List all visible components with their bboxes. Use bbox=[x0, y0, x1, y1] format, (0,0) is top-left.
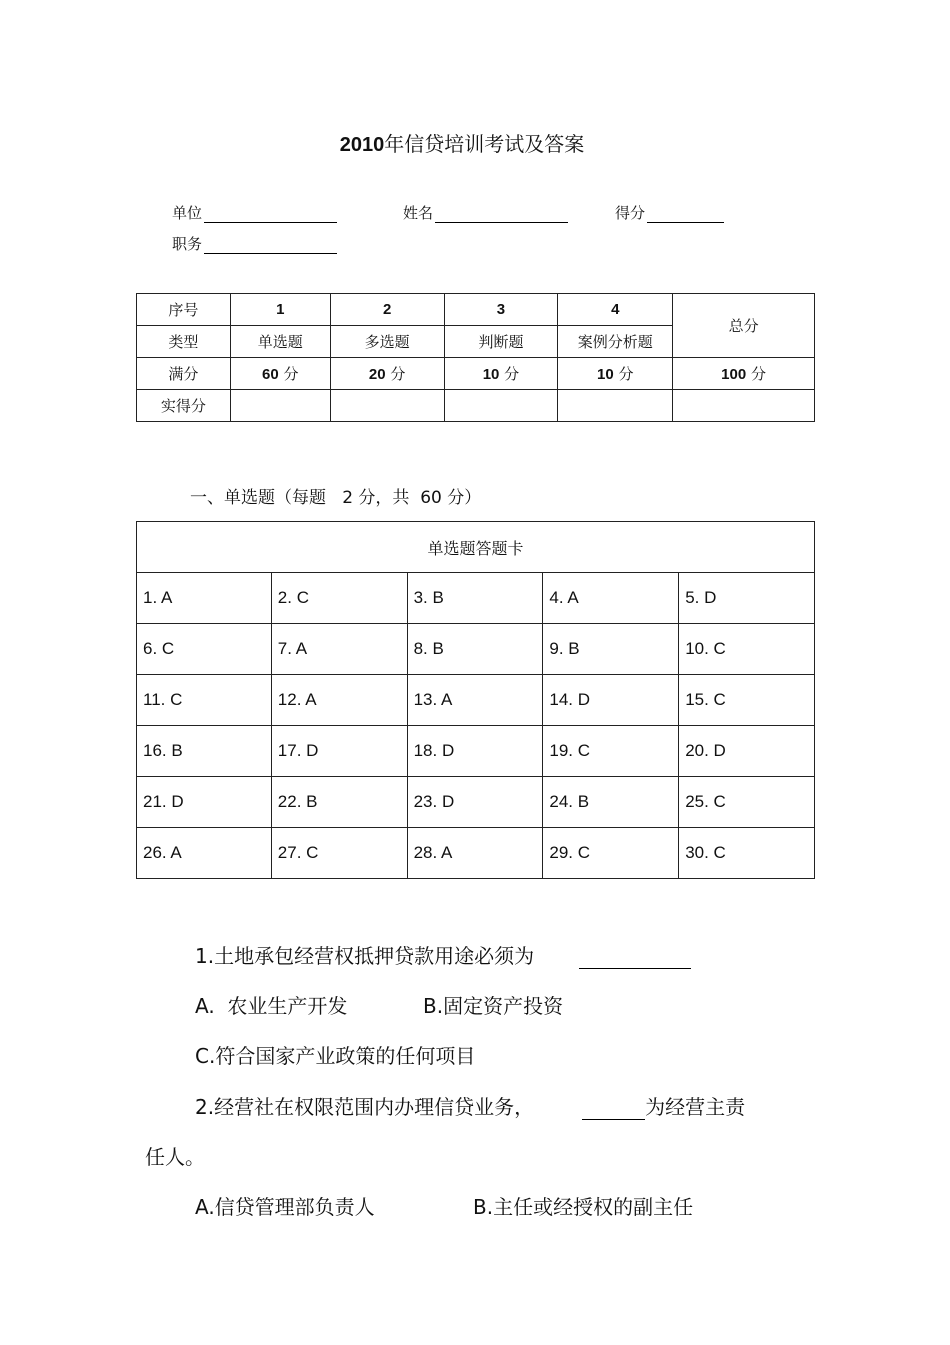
full-marks-4 bbox=[558, 358, 673, 390]
full-marks-3-value: 10 bbox=[482, 366, 500, 383]
answer-cell: 1. A bbox=[137, 573, 272, 624]
question-2-blank[interactable] bbox=[582, 1097, 645, 1120]
full-marks-4-value: 10 bbox=[597, 366, 614, 383]
question-2 bbox=[195, 1091, 745, 1120]
question-2-option-a: A.信贷管理部负责人 bbox=[195, 1195, 375, 1219]
answer-cell: 2. C bbox=[271, 573, 407, 624]
answer-cell: 8. B bbox=[407, 624, 543, 675]
answer-cell: 24. B bbox=[543, 777, 679, 828]
answer-cell: 30. C bbox=[679, 828, 815, 879]
answer-cell: 12. A bbox=[271, 675, 407, 726]
answer-cell: 16. B bbox=[137, 726, 272, 777]
question-1-stem: 1.土地承包经营权抵押贷款用途必须为 bbox=[195, 944, 535, 968]
type-2: 多选题 bbox=[330, 326, 444, 358]
row-label-number: 序号 bbox=[137, 294, 231, 326]
title-year: 2010 bbox=[339, 134, 385, 156]
table-row bbox=[137, 675, 815, 726]
row-label-type: 类型 bbox=[137, 326, 231, 358]
answer-cell: 3. B bbox=[407, 573, 543, 624]
full-marks-2-value: 20 bbox=[368, 366, 386, 383]
full-marks-2 bbox=[330, 358, 444, 390]
score-row-number bbox=[137, 294, 815, 326]
answer-cell: 28. A bbox=[407, 828, 543, 879]
type-4: 案例分析题 bbox=[558, 326, 673, 358]
answer-cell: 26. A bbox=[137, 828, 272, 879]
table-row bbox=[137, 624, 815, 675]
position-label: 职务 bbox=[172, 235, 203, 253]
answer-card-header-row bbox=[137, 522, 815, 573]
table-row bbox=[137, 777, 815, 828]
name-label: 姓名 bbox=[403, 204, 434, 222]
actual-score-1[interactable] bbox=[230, 390, 330, 422]
full-marks-1-unit: 分 bbox=[283, 365, 299, 383]
score-field[interactable] bbox=[615, 202, 724, 223]
full-marks-1 bbox=[230, 358, 330, 390]
col-number-4: 4 bbox=[558, 294, 673, 326]
question-2-stem-part2: 为经营主责 bbox=[645, 1095, 746, 1119]
row-label-actual: 实得分 bbox=[137, 390, 231, 422]
unit-blank[interactable] bbox=[204, 204, 337, 223]
total-label: 总分 bbox=[673, 294, 815, 358]
answer-cell: 10. C bbox=[679, 624, 815, 675]
row-label-full-marks: 满分 bbox=[137, 358, 231, 390]
full-marks-2-unit: 分 bbox=[390, 365, 406, 383]
answer-cell: 19. C bbox=[543, 726, 679, 777]
question-1-option-c: C.符合国家产业政策的任何项目 bbox=[195, 1044, 476, 1068]
answer-cell: 15. C bbox=[679, 675, 815, 726]
answer-cell: 6. C bbox=[137, 624, 272, 675]
question-2-stem-part1: 2.经营社在权限范围内办理信贷业务， bbox=[195, 1095, 535, 1119]
question-1 bbox=[195, 940, 691, 969]
question-1-option-a: A. 农业生产开发 bbox=[195, 994, 348, 1018]
score-row-actual bbox=[137, 390, 815, 422]
total-marks-value: 100 bbox=[721, 366, 747, 383]
answer-cell: 25. C bbox=[679, 777, 815, 828]
col-number-1: 1 bbox=[230, 294, 330, 326]
answer-cell: 23. D bbox=[407, 777, 543, 828]
section-heading: 一、单选题（每题 2 分，共 60 分） bbox=[190, 488, 482, 508]
table-row bbox=[137, 828, 815, 879]
name-blank[interactable] bbox=[435, 204, 568, 223]
unit-field[interactable] bbox=[172, 202, 337, 223]
full-marks-1-value: 60 bbox=[262, 366, 279, 383]
answer-card bbox=[136, 521, 815, 879]
table-row bbox=[137, 726, 815, 777]
answer-cell: 4. A bbox=[543, 573, 679, 624]
actual-score-2[interactable] bbox=[330, 390, 444, 422]
position-field[interactable] bbox=[172, 233, 337, 254]
answer-cell: 5. D bbox=[679, 573, 815, 624]
full-marks-3-unit: 分 bbox=[504, 365, 520, 383]
actual-score-4[interactable] bbox=[558, 390, 673, 422]
actual-score-3[interactable] bbox=[444, 390, 558, 422]
col-number-3: 3 bbox=[444, 294, 558, 326]
answer-cell: 18. D bbox=[407, 726, 543, 777]
type-3: 判断题 bbox=[444, 326, 558, 358]
question-1-blank[interactable] bbox=[579, 946, 691, 969]
page-title bbox=[0, 128, 924, 157]
total-marks bbox=[673, 358, 815, 390]
answer-card-title: 单选题答题卡 bbox=[137, 522, 815, 573]
answer-cell: 17. D bbox=[271, 726, 407, 777]
answer-cell: 21. D bbox=[137, 777, 272, 828]
answer-cell: 11. C bbox=[137, 675, 272, 726]
unit-label: 单位 bbox=[172, 204, 203, 222]
answer-cell: 14. D bbox=[543, 675, 679, 726]
question-2-stem-cont: 任人。 bbox=[145, 1145, 205, 1169]
total-marks-unit: 分 bbox=[750, 365, 766, 383]
answer-cell: 7. A bbox=[271, 624, 407, 675]
table-row bbox=[137, 573, 815, 624]
title-text: 年信贷培训考试及答案 bbox=[384, 132, 585, 156]
score-row-full-marks bbox=[137, 358, 815, 390]
actual-score-total[interactable] bbox=[673, 390, 815, 422]
score-blank[interactable] bbox=[647, 204, 724, 223]
score-table bbox=[136, 293, 815, 422]
question-1-option-b: B.固定资产投资 bbox=[423, 994, 564, 1018]
answer-cell: 13. A bbox=[407, 675, 543, 726]
col-number-2: 2 bbox=[330, 294, 444, 326]
question-2-option-b: B.主任或经授权的副主任 bbox=[473, 1195, 694, 1219]
answer-cell: 9. B bbox=[543, 624, 679, 675]
position-blank[interactable] bbox=[204, 235, 337, 254]
type-1: 单选题 bbox=[230, 326, 330, 358]
answer-cell: 27. C bbox=[271, 828, 407, 879]
name-field[interactable] bbox=[403, 202, 568, 223]
answer-cell: 22. B bbox=[271, 777, 407, 828]
answer-cell: 20. D bbox=[679, 726, 815, 777]
full-marks-4-unit: 分 bbox=[618, 365, 634, 383]
answer-cell: 29. C bbox=[543, 828, 679, 879]
score-label: 得分 bbox=[615, 204, 646, 222]
full-marks-3 bbox=[444, 358, 558, 390]
